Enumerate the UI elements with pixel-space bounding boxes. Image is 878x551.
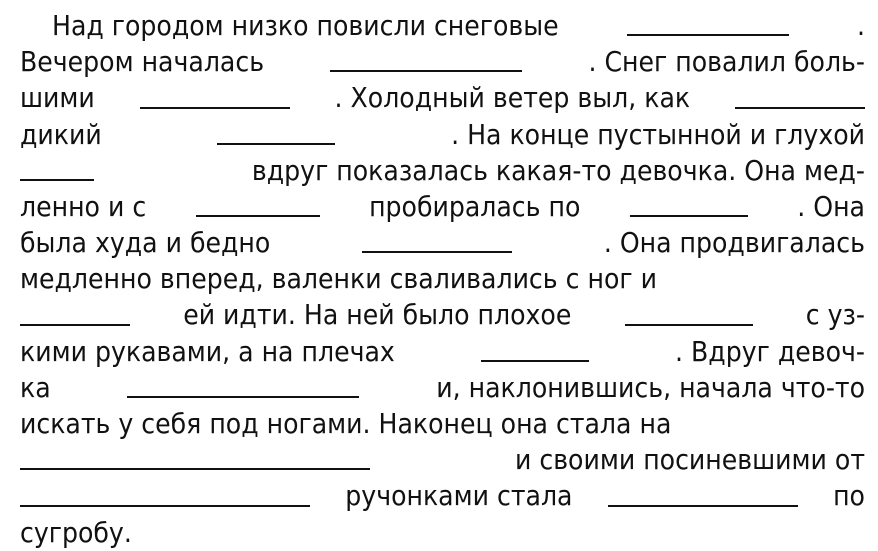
text-segment: ленно и с [20,189,147,223]
text-segment: ка [20,370,51,404]
text-segment: . [856,8,865,42]
answer-blank[interactable] [362,251,512,253]
answer-blank[interactable] [196,215,320,217]
answer-blank[interactable] [330,70,522,72]
text-line [20,515,865,551]
text-line [20,442,865,478]
text-line [20,334,865,370]
text-line [20,298,865,334]
text-segment: . Она [797,189,865,223]
answer-blank[interactable] [630,215,748,217]
text-segment: по [833,479,865,513]
text-line [20,225,865,261]
text-line [20,117,865,153]
text-segment: ручонками стала [345,479,573,513]
text-segment: с уз- [805,298,865,332]
text-line [20,189,865,225]
answer-blank[interactable] [140,107,290,109]
text-segment: пробиралась по [369,189,581,223]
text-segment: . Холодный ветер выл, как [334,81,691,115]
text-segment: сугробу. [20,515,132,549]
text-segment: дикий [20,117,102,151]
text-line [20,8,865,44]
text-line [20,44,865,80]
fill-in-the-blank-text [20,8,865,551]
text-segment: . Вдруг девоч- [675,334,865,368]
text-segment: и, наклонившись, начала что-то [436,370,865,404]
text-segment: шими [20,81,95,115]
text-line [20,370,865,406]
text-line [20,80,865,116]
text-segment: и своими посиневшими от [515,443,865,477]
text-segment: искать у себя под ногами. Наконец она стала на [20,407,672,441]
text-segment: . Снег повалил боль- [588,45,865,79]
answer-blank[interactable] [217,143,335,145]
text-segment: . Она продвигалась [603,226,865,260]
answer-blank[interactable] [127,396,359,398]
answer-blank[interactable] [608,505,798,507]
answer-blank[interactable] [627,34,789,36]
text-segment: была худа и бедно [20,226,271,260]
answer-blank[interactable] [20,324,130,326]
answer-blank[interactable] [625,324,753,326]
text-segment: Вечером началась [20,45,265,79]
answer-blank[interactable] [20,505,310,507]
text-segment: кими рукавами, а на плечах [20,334,395,368]
text-segment: Над городом низко повисли снеговые [20,8,559,42]
answer-blank[interactable] [735,107,865,109]
text-segment: ей идти. На ней было плохое [183,298,572,332]
text-line [20,261,865,297]
text-line [20,478,865,514]
answer-blank[interactable] [481,360,589,362]
text-segment: медленно вперед, валенки сваливались с ног и [20,262,657,296]
answer-blank[interactable] [20,179,94,181]
answer-blank[interactable] [20,468,370,470]
text-segment: . На конце пустынной и глухой [451,117,865,151]
text-line [20,153,865,189]
text-segment: вдруг показалась какая-то девочка. Она мед- [251,153,865,187]
text-line [20,406,865,442]
